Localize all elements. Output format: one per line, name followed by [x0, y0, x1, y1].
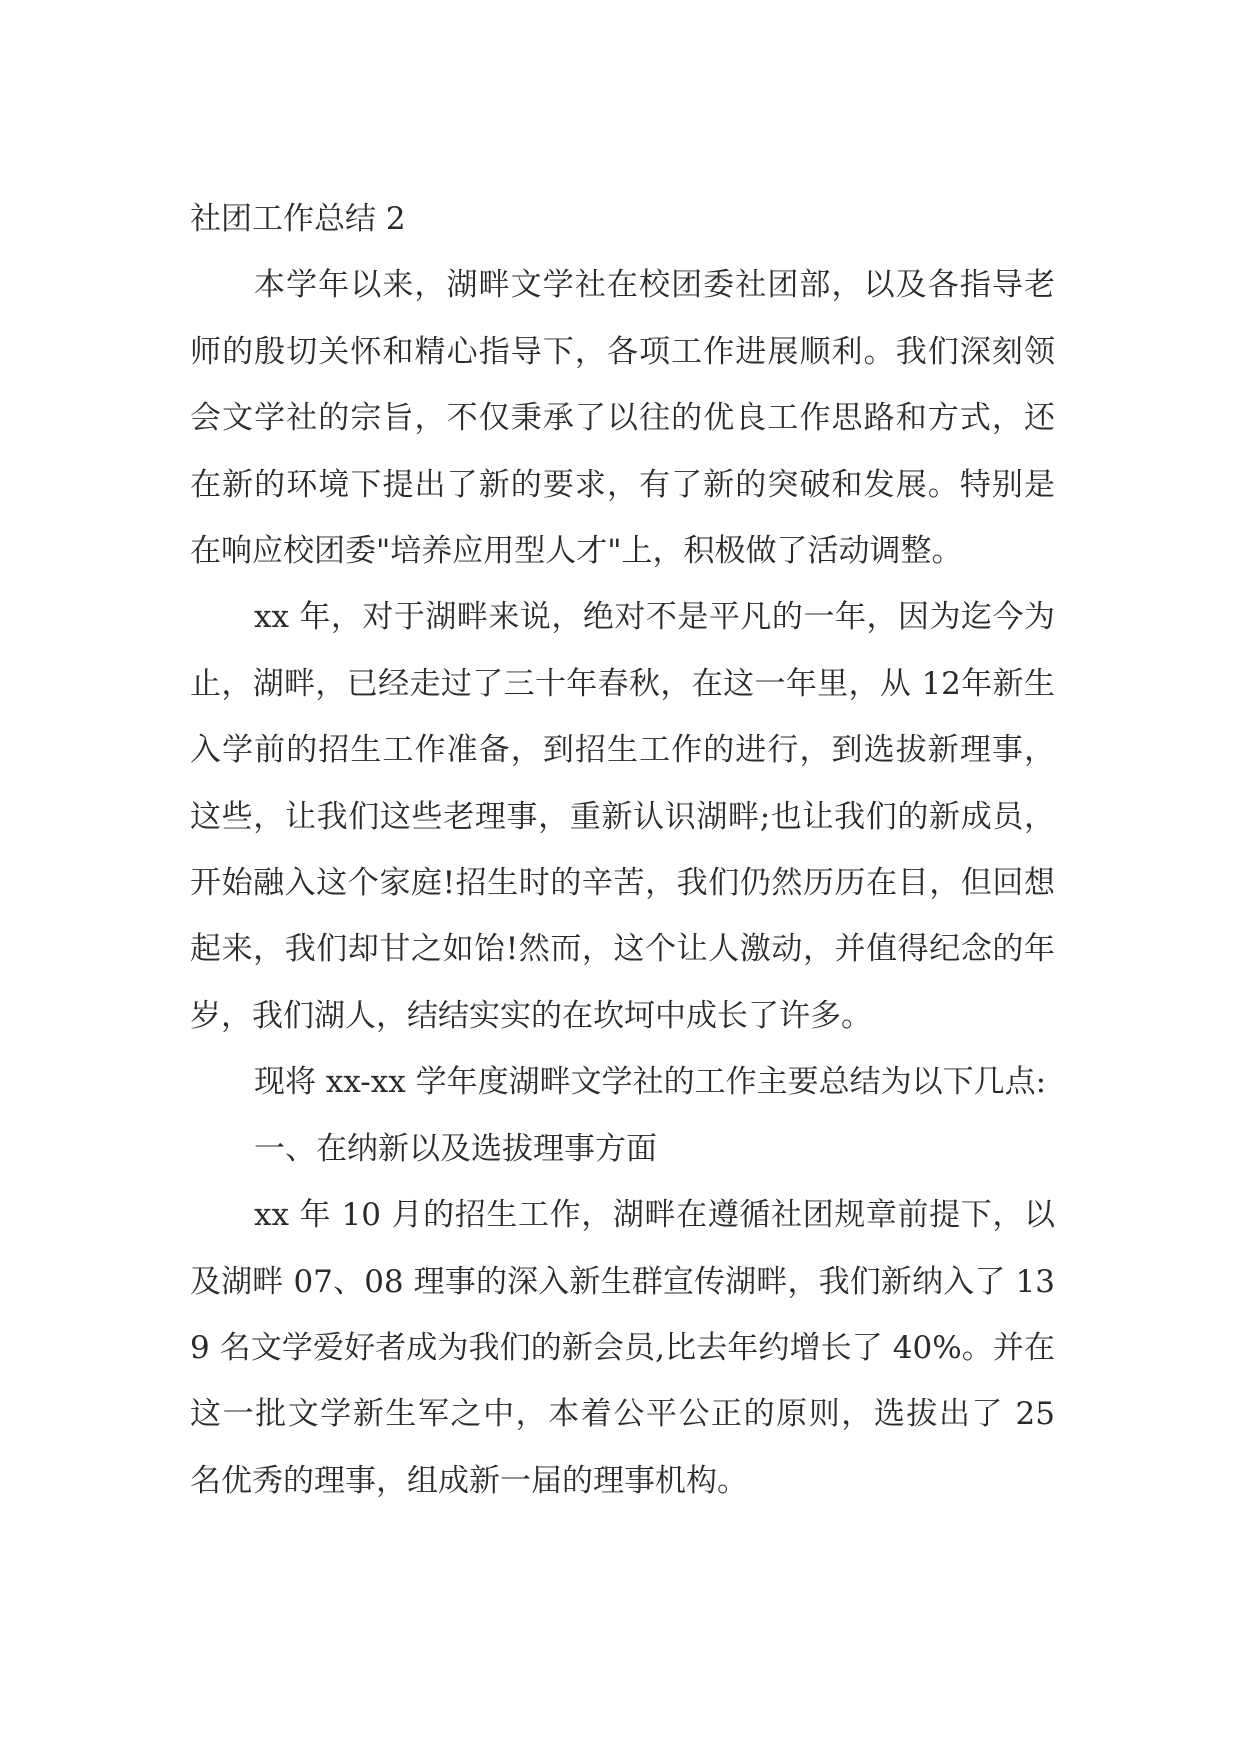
paragraph-summary-lead: 现将 xx-xx 学年度湖畔文学社的工作主要总结为以下几点: [254, 1064, 1047, 1101]
paragraph-intro: 本学年以来，湖畔文学社在校团委社团部，以及各指导老师的殷切关怀和精心指导下，各项工作进展顺利。我们深刻领会文学社的宗旨，不仅秉承了以往的优良工作思路和方式，还在新的环境下提出了新的要求，有了新的突破和发展。特别是在响应校团委"培养应用型人才"上，积极做了活动调整。 [190, 267, 1055, 570]
document-body [190, 186, 1055, 1514]
document-title: 社团工作总结 2 [190, 201, 406, 237]
paragraph-recruitment: xx 年 10 月的招生工作，湖畔在遵循社团规章前提下，以及湖畔 07、08 理事的深入新生群宣传湖畔，我们新纳入了 139 名文学爱好者成为我们的新会员,比去年约增长了 40%。并在这一批文学新生军之中，本着公平公正的原则，选拔出了 25 名优秀的理事，组成新一届的理事机构。 [190, 1197, 1055, 1499]
section-heading-recruitment: 一、在纳新以及选拔理事方面 [254, 1130, 657, 1167]
paragraph-year-review: xx 年，对于湖畔来说，绝对不是平凡的一年，因为迄今为止，湖畔，已经走过了三十年春秋，在这一年里，从 12年新生入学前的招生工作准备，到招生工作的进行，到选拔新理事，这些，让我们这些老理事，重新认识湖畔;也让我们的新成员，开始融入这个家庭!招生时的辛苦，我们仍然历历在目，但回想起来，我们却甘之如饴!然而，这个让人激动，并值得纪念的年岁，我们湖人，结结实实的在坎坷中成长了许多。 [190, 599, 1055, 1034]
